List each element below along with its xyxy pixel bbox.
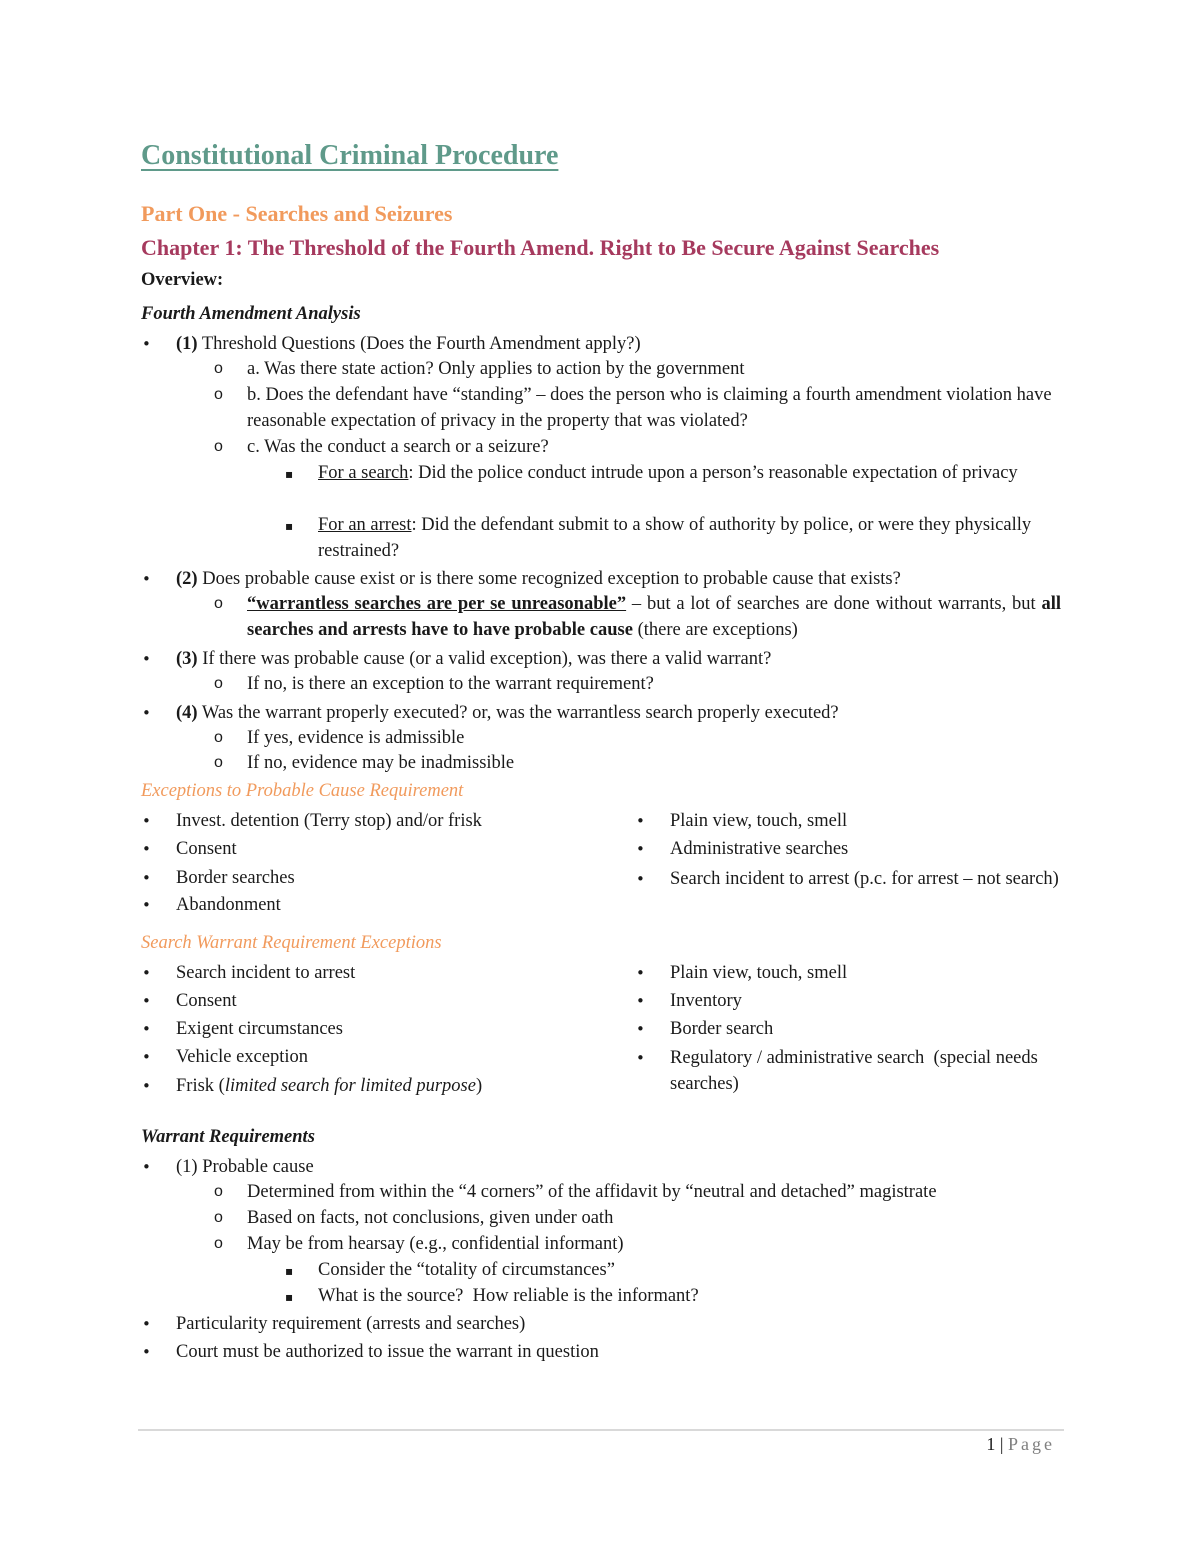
wr-court: • Court must be authorized to issue the warrant in question [176,1340,599,1364]
we-left-item: • Vehicle exception [176,1045,308,1069]
we-right-item: • Inventory [670,989,742,1013]
wr-pc-sub: o Determined from within the “4 corners” of the affidavit by “neutral and detached” magistrate [247,1180,937,1204]
pc-right-item: • Search incident to arrest (p.c. for arrest – not search) [670,866,1061,892]
q1-sub-c: o c. Was the conduct a search or a seizure? [247,435,549,459]
wr-hearsay-sub: ▪ What is the source? How reliable is the informant? [318,1284,699,1308]
q1-arrest-item: ▪ For an arrest: Did the defendant submit to a show of authority by police, or were they physically restrained? [318,512,1061,564]
q3-sub: o If no, is there an exception to the warrant requirement? [247,672,654,696]
warrant-requirements-heading: Warrant Requirements [141,1127,315,1147]
part-heading: Part One - Searches and Seizures [141,201,453,226]
we-left-item: • Consent [176,989,237,1013]
q1-sub-a: o a. Was there state action? Only applies to action by the government [247,357,745,381]
analysis-heading: Fourth Amendment Analysis [141,304,361,324]
overview-label: Overview: [141,270,224,290]
we-left-item: • Exigent circumstances [176,1017,343,1041]
wr-pc-sub: o May be from hearsay (e.g., confidential informant) [247,1232,624,1256]
wr-particularity: • Particularity requirement (arrests and searches) [176,1312,525,1336]
pc-right-item: • Administrative searches [670,837,848,861]
q4-sub-yes: o If yes, evidence is admissible [247,726,464,750]
page-label: Page [1008,1434,1055,1454]
analysis-q2: • (2) Does probable cause exist or is there some recognized exception to probable cause that exists? [176,567,901,591]
warrant-exceptions-heading: Search Warrant Requirement Exceptions [141,933,442,953]
pc-left-item: • Invest. detention (Terry stop) and/or frisk [176,809,482,833]
pc-left-item: • Border searches [176,866,295,890]
pc-right-item: • Plain view, touch, smell [670,809,847,833]
footer-divider [138,1429,1064,1431]
we-right-item: • Border search [670,1017,773,1041]
pc-left-item: • Consent [176,837,237,861]
analysis-q3: • (3) If there was probable cause (or a valid exception), was there a valid warrant? [176,647,771,671]
q2-sub-quote: o “warrantless searches are per se unreasonable” – but a lot of searches are done without warrants, but all searches and arrests have to have probable cause (there are exceptions) [247,591,1061,643]
q1-sub-b: o b. Does the defendant have “standing” – does the person who is claiming a fourth amendment violation have reasonable expectation of privacy in the property that was violated? [247,382,1061,434]
q4-sub-no: o If no, evidence may be inadmissible [247,751,514,775]
pc-left-item: • Abandonment [176,893,281,917]
analysis-q1: • (1) Threshold Questions (Does the Fourth Amendment apply?) [176,332,641,356]
we-right-item: • Plain view, touch, smell [670,961,847,985]
document-title: Constitutional Criminal Procedure [141,140,559,171]
page-footer: 1 | Page [986,1434,1055,1454]
wr-pc-sub: o Based on facts, not conclusions, given under oath [247,1206,613,1230]
analysis-q4: • (4) Was the warrant properly executed? or, was the warrantless search properly executed? [176,701,839,725]
wr-hearsay-sub: ▪ Consider the “totality of circumstances” [318,1258,615,1282]
q1-search-item: ▪ For a search: Did the police conduct intrude upon a person’s reasonable expectation of privacy [318,460,1061,486]
wr-probable-cause: • (1) Probable cause [176,1155,314,1179]
we-left-item: • Search incident to arrest [176,961,355,985]
pc-exceptions-heading: Exceptions to Probable Cause Requirement [141,781,464,801]
we-left-frisk: • Frisk (limited search for limited purpose) [176,1074,482,1098]
chapter-heading: Chapter 1: The Threshold of the Fourth Amend. Right to Be Secure Against Searches [141,235,940,260]
page-number: 1 [986,1434,996,1454]
we-right-item: • Regulatory / administrative search (special needs searches) [670,1045,1061,1097]
